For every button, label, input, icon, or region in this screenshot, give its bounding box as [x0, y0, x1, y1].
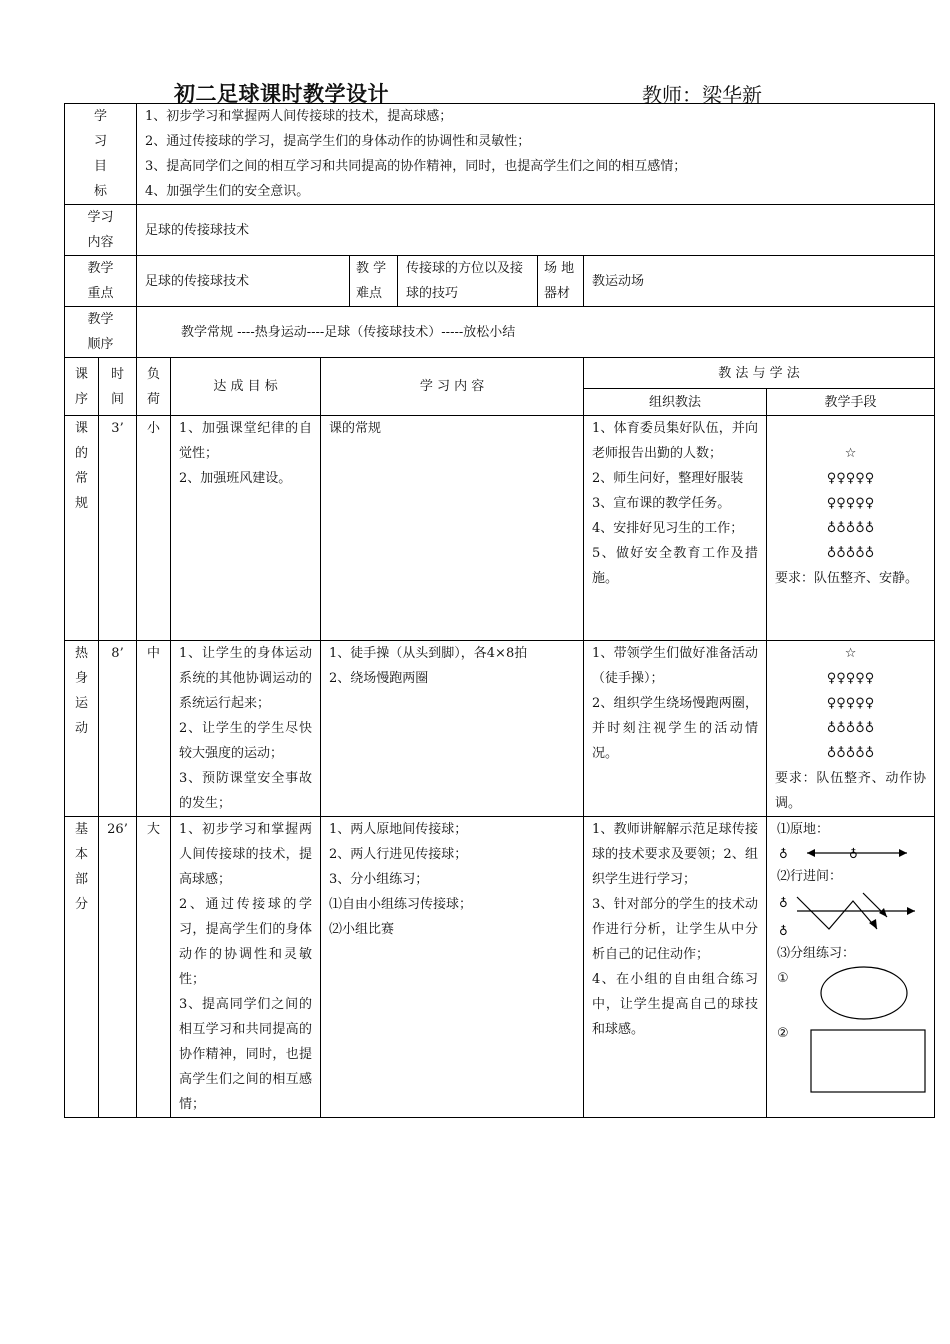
- section-name: 课 的 常 规: [65, 416, 99, 641]
- objective-item: 2、通过传接球的学习，提高学生们的身体动作的协调性和灵敏性；: [145, 134, 531, 149]
- key-points-row: [65, 256, 935, 307]
- section-time: 8’: [99, 641, 137, 817]
- section-warmup: [65, 641, 935, 817]
- formation-row: ♀♀♀♀♀: [826, 671, 875, 686]
- section-time: 26’: [99, 817, 137, 1118]
- header-load: 负 荷: [137, 358, 171, 416]
- section-goals: 1、加强课堂纪律的自觉性； 2、加强班风建设。: [171, 416, 321, 641]
- section-name: 基 本 部 分: [65, 817, 99, 1118]
- content-value: 足球的传接球技术: [137, 205, 935, 256]
- venue-value: 教运动场: [584, 256, 935, 307]
- section-load: 中: [137, 641, 171, 817]
- section-means: [767, 817, 935, 1118]
- player-icon: ♁: [779, 847, 788, 861]
- section-content: 1、两人原地间传接球； 2、两人行进见传接球； 3、分小组练习； ⑴自由小组练习传接球； ⑵小组比赛: [321, 817, 584, 1118]
- key-point-value: 足球的传接球技术: [137, 256, 350, 307]
- section-routine: [65, 416, 935, 641]
- lesson-plan-table: [64, 103, 935, 1118]
- header-org-method: 组织教法: [584, 389, 767, 416]
- moving-pass-diagram: [777, 889, 927, 941]
- group-one-label: ①: [777, 971, 789, 986]
- section-name: 热 身 运 动: [65, 641, 99, 817]
- means-note: 要求：队伍整齐、动作协调。: [775, 771, 927, 811]
- page-title: 初二足球课时教学设计: [174, 82, 389, 106]
- key-point-label: 教学 重点: [65, 256, 137, 307]
- venue-label: 场 地 器材: [538, 256, 584, 307]
- section-method: 1、教师讲解解示范足球传接球的技术要求及要领；2、组织学生进行学习； 3、针对部分的学生的技术动作进行分析，让学生从中分析自己的记住动作； 4、在小组的自由组合练习中，让学生提高自己的球技和球感。: [584, 817, 767, 1118]
- objectives-label: 学 习 目 标: [65, 104, 137, 205]
- formation-row: ♀♀♀♀♀: [826, 696, 875, 711]
- group-label: ⑶分组练习：: [777, 946, 856, 961]
- player-icon: ♁: [849, 847, 858, 861]
- group-two-label: ②: [777, 1026, 789, 1041]
- objectives-list: [137, 104, 935, 205]
- moving-label: ⑵行进间：: [777, 869, 843, 884]
- difficulty-value: 传接球的方位以及接球的技巧: [398, 256, 538, 307]
- section-means: [767, 641, 935, 817]
- player-icon: ♁: [779, 924, 788, 938]
- section-time: 3’: [99, 416, 137, 641]
- teacher-name: 教师：梁华新: [642, 83, 762, 107]
- section-goals: 1、让学生的身体运动系统的其他协调运动的系统运行起来； 2、让学生的学生尽快较大强度的运动； 3、预防课堂安全事故的发生；: [171, 641, 321, 817]
- formation-row: ♁♁♁♁♁: [826, 546, 875, 561]
- section-goals: 1、初步学习和掌握两人间传接球的技术，提高球感； 2、通过传接球的学习，提高学生们的身体动作的协调性和灵敏性； 3、提高同学们之间的相互学习和共同提高的协作精神，同时，也提高学生们之间的相互感情；: [171, 817, 321, 1118]
- objectives-row: [65, 104, 935, 205]
- header-teaching-means: 教学手段: [767, 389, 935, 416]
- oval-field-diagram: [777, 966, 927, 1026]
- teacher-star-icon: ☆: [844, 646, 857, 661]
- section-load: 小: [137, 416, 171, 641]
- in-place-pass-diagram: [777, 842, 927, 864]
- objective-item: 4、加强学生们的安全意识。: [145, 184, 310, 199]
- group-diagrams: [777, 966, 930, 1076]
- section-load: 大: [137, 817, 171, 1118]
- section-content: 课的常规: [321, 416, 584, 641]
- formation-row: ♁♁♁♁♁: [826, 521, 875, 536]
- section-method: 1、体育委员集好队伍，并向老师报告出勤的人数； 2、师生问好，整理好服装 3、宣布课的教学任务。 4、安排好见习生的工作； 5、做好安全教育工作及措施。: [584, 416, 767, 641]
- header-methods: 教 法 与 学 法: [584, 358, 935, 389]
- section-content: 1、徒手操（从头到脚），各4×8拍 2、绕场慢跑两圈: [321, 641, 584, 817]
- means-note: 要求：队伍整齐、安静。: [775, 571, 919, 586]
- difficulty-label: 教 学 难点: [350, 256, 398, 307]
- sequence-row: [65, 307, 935, 358]
- section-method: 1、带领学生们做好准备活动（徒手操）； 2、组织学生绕场慢跑两圈，并时刻注视学生的活动情况。: [584, 641, 767, 817]
- header-goals: 达 成 目 标: [171, 358, 321, 416]
- header-course: 课 序: [65, 358, 99, 416]
- sequence-label: 教学 顺序: [65, 307, 137, 358]
- in-place-label: ⑴原地：: [777, 822, 830, 837]
- section-means: [767, 416, 935, 641]
- objective-item: 1、初步学习和掌握两人间传接球的技术，提高球感；: [145, 109, 453, 124]
- objective-item: 3、提高同学们之间的相互学习和共同提高的协作精神，同时，也提高学生们之间的相互感情；: [145, 159, 687, 174]
- header-row: [65, 358, 935, 389]
- formation-row: ♀♀♀♀♀: [826, 471, 875, 486]
- teacher-star-icon: ☆: [844, 446, 857, 461]
- content-label: 学习 内容: [65, 205, 137, 256]
- header-time: 时 间: [99, 358, 137, 416]
- formation-row: ♁♁♁♁♁: [826, 746, 875, 761]
- formation-row: ♁♁♁♁♁: [826, 721, 875, 736]
- sequence-value: 教学常规 ----热身运动----足球（传接球技术）-----放松小结: [137, 307, 935, 358]
- content-row: [65, 205, 935, 256]
- square-field-diagram: [777, 1024, 927, 1094]
- formation-row: ♀♀♀♀♀: [826, 496, 875, 511]
- section-main: [65, 817, 935, 1118]
- player-icon: ♁: [779, 896, 788, 910]
- header-content: 学 习 内 容: [321, 358, 584, 416]
